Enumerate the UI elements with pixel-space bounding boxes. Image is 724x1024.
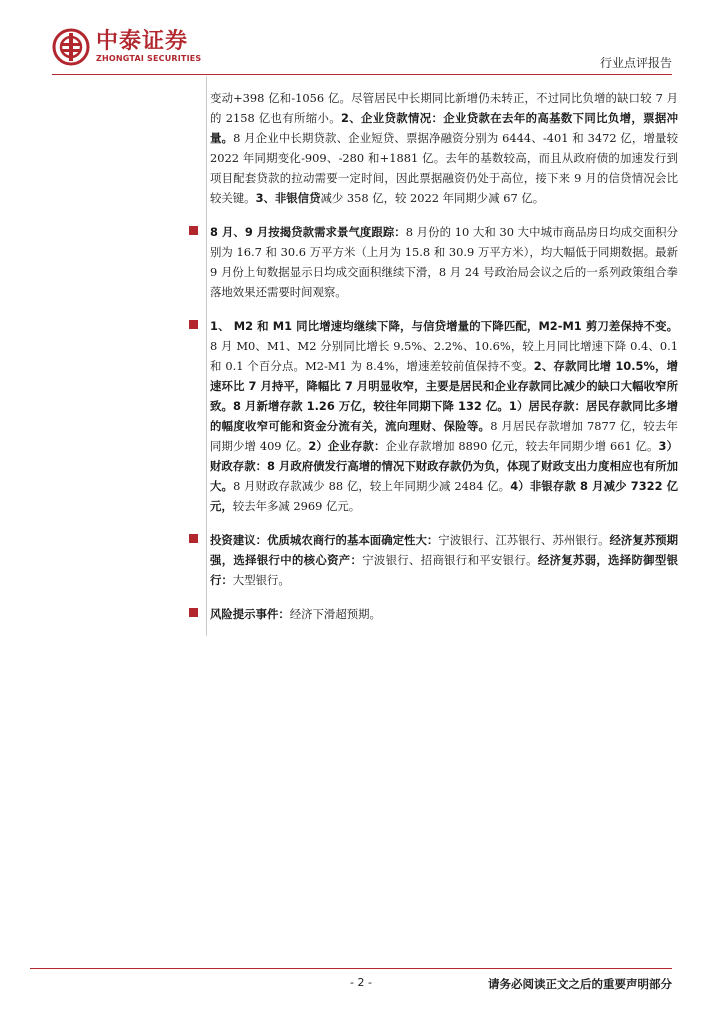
money-supply-paragraph bbox=[210, 316, 678, 516]
text-span: 宁波银行、江苏银行、苏州银行。 bbox=[438, 533, 610, 547]
risk-warning-paragraph bbox=[210, 604, 678, 624]
bold-span: 3）财政存款：8 月政府债发行高增的情况下财政存款仍为负，体现了财政支出力度相应也有所加大。 bbox=[210, 439, 678, 493]
bullet-square-icon bbox=[189, 608, 198, 617]
footer-divider bbox=[30, 968, 672, 969]
bold-span: 经济复苏弱，选择防御型银行： bbox=[210, 553, 678, 587]
logo-chinese-name: 中泰证券 bbox=[96, 29, 189, 54]
text-span: 经济下滑超预期。 bbox=[289, 607, 381, 621]
text-span: 8 月财政存款减少 88 亿，较上年同期少减 2484 亿。 bbox=[233, 479, 511, 493]
bold-span: 经济复苏预期强，选择银行中的核心资产： bbox=[210, 533, 678, 567]
text-span: 宁波银行、招商银行和平安银行。 bbox=[362, 553, 538, 567]
bullet-square-icon bbox=[189, 534, 198, 543]
bold-span: 投资建议：优质城农商行的基本面确定性大： bbox=[210, 533, 439, 547]
company-logo bbox=[52, 28, 201, 66]
bold-span: 风险提示事件： bbox=[210, 607, 290, 621]
left-margin-rule bbox=[206, 76, 207, 636]
main-content bbox=[210, 88, 678, 638]
bullet-square-icon bbox=[189, 320, 198, 329]
intro-paragraph bbox=[210, 88, 678, 208]
bold-span: 2、存款同比增 10.5%，增速环比 7 月持平，降幅比 7 月明显收窄，主要是居民和企业存款同比减少的缺口大幅收窄所致。8 月新增存款 1.26 万亿，较往年同期下降 132 亿。1）居民存款：居民存款同比多增的幅度收窄可能和资金分流有关，流向理财、保险等。 bbox=[210, 359, 678, 433]
text-span: 8 月居民存款增加 7877 亿，较去年同期少增 409 亿。 bbox=[210, 419, 678, 453]
bullet-square-icon bbox=[189, 226, 198, 235]
text-span: 8 月 M0、M1、M2 分别同比增长 9.5%、2.2%、10.6%，较上月同比增速下降 0.4、0.1 和 0.1 个百分点。M2-M1 为 8.4%，增速差较前值保持不变。 bbox=[210, 339, 678, 373]
investment-advice-paragraph bbox=[210, 530, 678, 590]
bold-span: 8 月、9 月按揭贷款需求景气度跟踪： bbox=[210, 225, 406, 239]
bold-span: 4）非银存款 8 月减少 7322 亿元， bbox=[210, 479, 678, 513]
text-span: 减少 358 亿，较 2022 年同期少减 67 亿。 bbox=[320, 191, 545, 205]
bold-span: 2、企业贷款情况：企业贷款在去年的高基数下同比负增，票据冲量。 bbox=[210, 111, 678, 145]
bold-span: 3、非银信贷 bbox=[255, 191, 321, 205]
page-number: - 2 - bbox=[350, 976, 372, 989]
text-span: 8 月企业中长期贷款、企业短贷、票据净融资分别为 6444、-401 和 3472 亿，增量较 2022 年同期变化-909、-280 和+1881 亿。去年的基数较高，而且从政府债的加速发行到项目配套贷款的拉动需要一定时间，因此票据融资仍处于高位，接下来 9 月的信贷情况会比较关键。 bbox=[210, 131, 678, 205]
text-span: 8 月份的 10 大和 30 大中城市商品房日均成交面积分别为 16.7 和 30.6 万平方米（上月为 15.8 和 30.9 万平方米），均大幅低于同期数据。最新 9 月份上旬数据显示日均成交面积继续下滑，8 月 24 号政治局会议之后的一系列政策组合拳落地效果还需要时间观察。 bbox=[210, 225, 678, 299]
text-span: 变动+398 亿和-1056 亿。尽管居民中长期同比新增仍未转正，不过同比负增的缺口较 7 月的 2158 亿也有所缩小。 bbox=[210, 91, 678, 125]
bold-span: 1、 M2 和 M1 同比增速均继续下降，与信贷增量的下降匹配，M2-M1 剪刀差保持不变。 bbox=[210, 319, 678, 333]
header-divider bbox=[52, 74, 672, 75]
page-header bbox=[0, 0, 724, 80]
mortgage-tracking-paragraph bbox=[210, 222, 678, 302]
text-span: 企业存款增加 8890 亿元，较去年同期少增 661 亿。 bbox=[385, 439, 659, 453]
report-type-label: 行业点评报告 bbox=[599, 56, 672, 70]
text-span: 大型银行。 bbox=[232, 573, 290, 587]
text-span: 较去年多减 2969 亿元。 bbox=[232, 499, 361, 513]
logo-mark-icon bbox=[52, 28, 90, 66]
bold-span: 2）企业存款： bbox=[308, 439, 386, 453]
footer-disclaimer: 请务必阅读正文之后的重要声明部分 bbox=[488, 977, 672, 991]
logo-english-name: ZHONGTAI SECURITIES bbox=[96, 54, 202, 63]
